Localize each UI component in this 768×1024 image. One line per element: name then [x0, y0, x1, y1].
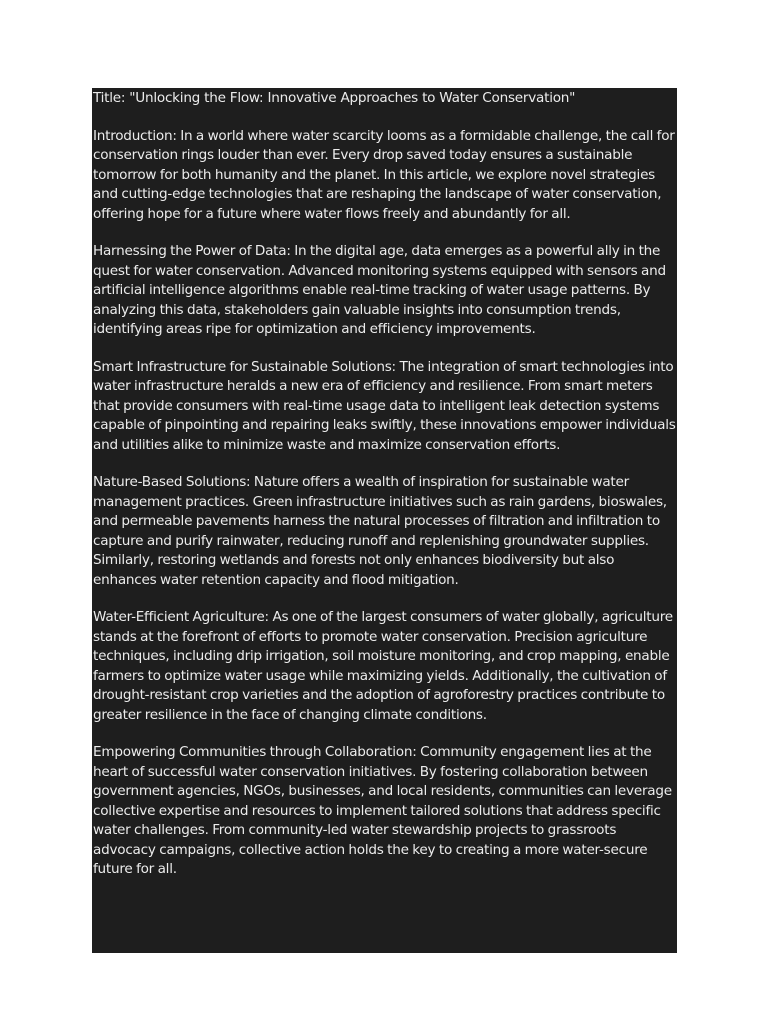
paragraph-communities: Empowering Communities through Collaboration: Community engagement lies at the heart of successful water conservation initiatives. By fostering collaboration between government agencies, NGOs, businesses, and local residents, communities can leverage collective expertise and resources to implement tailored solutions that address specific water challenges. From community-led water stewardship projects to grassroots advocacy campaigns, collective action holds the key to creating a more water-secure future for all.: [93, 744, 672, 877]
document-title: Title: "Unlocking the Flow: Innovative Approaches to Water Conservation": [93, 90, 576, 106]
paragraph-nature-based: Nature-Based Solutions: Nature offers a wealth of inspiration for sustainable water management practices. Green infrastructure initiatives such as rain gardens, bioswales, and permeable pavements harness the natural processes of filtration and infiltration to capture and purify rainwater, reducing runoff and replenishing groundwater supplies. Similarly, restoring wetlands and forests not only enhances biodiversity but also enhances water retention capacity and flood mitigation.: [93, 474, 667, 588]
paragraph-introduction: Introduction: In a world where water scarcity looms as a formidable challenge, the call for conservation rings louder than ever. Every drop saved today ensures a sustainable tomorrow for both humanity and the planet. In this article, we explore novel strategies and cutting-edge technologies that are reshaping the landscape of water conservation, offering hope for a future where water flows freely and abundantly for all.: [93, 127, 675, 222]
document-panel: [92, 88, 677, 953]
paragraph-data: Harnessing the Power of Data: In the digital age, data emerges as a powerful ally in the quest for water conservation. Advanced monitoring systems equipped with sensors and artificial intelligence algorithms enable real-time tracking of water usage patterns. By analyzing this data, stakeholders gain valuable insights into consumption trends, identifying areas ripe for optimization and efficiency improvements.: [93, 243, 666, 337]
paragraph-agriculture: Water-Efficient Agriculture: As one of the largest consumers of water globally, agriculture stands at the forefront of efforts to promote water conservation. Precision agriculture techniques, including drip irrigation, soil moisture monitoring, and crop mapping, enable farmers to optimize water usage while maximizing yields. Additionally, the cultivation of drought-resistant crop varieties and the adoption of agroforestry practices contribute to greater resilience in the face of changing climate conditions.: [93, 609, 673, 723]
paragraph-smart-infrastructure: Smart Infrastructure for Sustainable Solutions: The integration of smart technologies into water infrastructure heralds a new era of efficiency and resilience. From smart meters that provide consumers with real-time usage data to intelligent leak detection systems capable of pinpointing and repairing leaks swiftly, these innovations empower individuals and utilities alike to minimize waste and maximize conservation efforts.: [93, 358, 676, 453]
